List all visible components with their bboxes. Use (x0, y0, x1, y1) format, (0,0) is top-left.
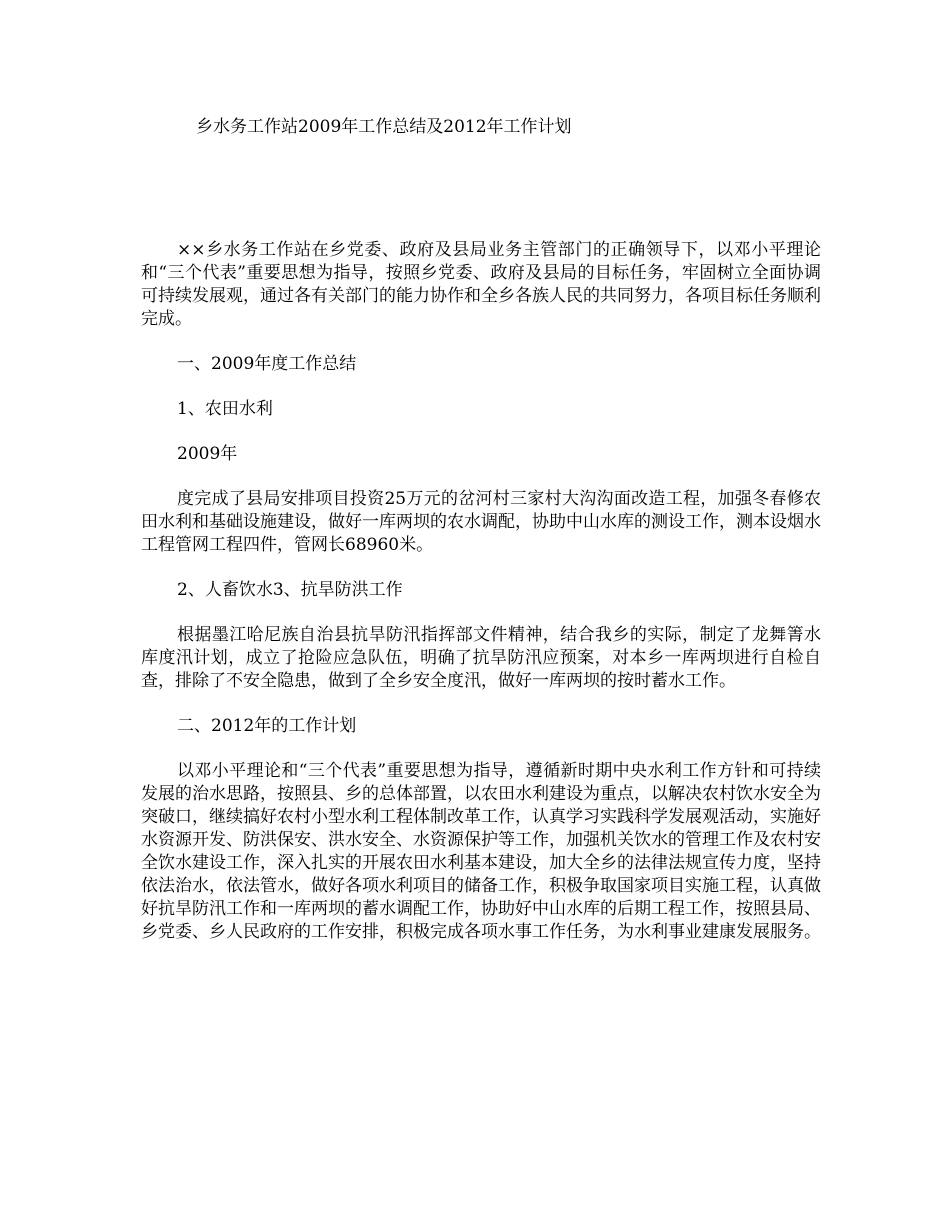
plan-paragraph: 以邓小平理论和“三个代表”重要思想为指导，遵循新时期中央水利工作方针和可持续发展的治水思路，按照县、乡的总体部置，以农田水利建设为重点，以解决农村饮水安全为突破口，继续搞好农村小型水利工程体制改革工作，认真学习实践科学发展观活动，实施好水资源开发、防洪保安、洪水安全、水资源保护等工作，加强机关饮水的管理工作及农村安全饮水建设工作，深入扎实的开展农田水利基本建设，加大全乡的法律法规宣传力度，坚持依法治水，依法管水，做好各项水利项目的储备工作，积极争取国家项目实施工程，认真做好抗旱防汛工作和一库两坝的蓄水调配工作，协助好中山水库的后期工程工作，按照县局、乡党委、乡人民政府的工作安排，积极完成各项水事工作任务，为水利事业建康发展服务。 (141, 761, 821, 942)
document-body (141, 239, 821, 944)
document-title: 乡水务工作站2009年工作总结及2012年工作计划 (196, 117, 572, 137)
subsection-heading-farmland-water: 1、农田水利 (177, 399, 273, 419)
intro-paragraph: ××乡水务工作站在乡党委、政府及县局业务主管部门的正确领导下，以邓小平理论和“三个代表”重要思想为指导，按照乡党委、政府及县局的目标任务，牢固树立全面协调可持续发展观，通过各有关部门的能力协作和全乡各族人民的共同努力，各项目标任务顺利完成。 (141, 240, 821, 329)
flood-control-paragraph: 根据墨江哈尼族自治县抗旱防汛指挥部文件精神，结合我乡的实际，制定了龙舞箐水库度汛计划，成立了抢险应急队伍，明确了抗旱防汛应预案，对本乡一库两坝进行自检自查，排除了不安全隐患，做到了全乡安全度汛，做好一库两坝的按时蓄水工作。 (141, 625, 821, 691)
farmland-water-paragraph: 度完成了县局安排项目投资25万元的岔河村三家村大沟沟面改造工程，加强冬春修农田水利和基础设施建设，做好一库两坝的农水调配，协助中山水库的测设工作，测本设烟水工程管网工程四件，管网长68960米。 (141, 489, 821, 555)
section-heading-2009-summary: 一、2009年度工作总结 (177, 354, 357, 374)
subsection-heading-drinking-water-flood: 2、人畜饮水3、抗旱防洪工作 (177, 580, 403, 600)
year-label: 2009年 (177, 444, 238, 464)
section-heading-2012-plan: 二、2012年的工作计划 (177, 716, 357, 736)
